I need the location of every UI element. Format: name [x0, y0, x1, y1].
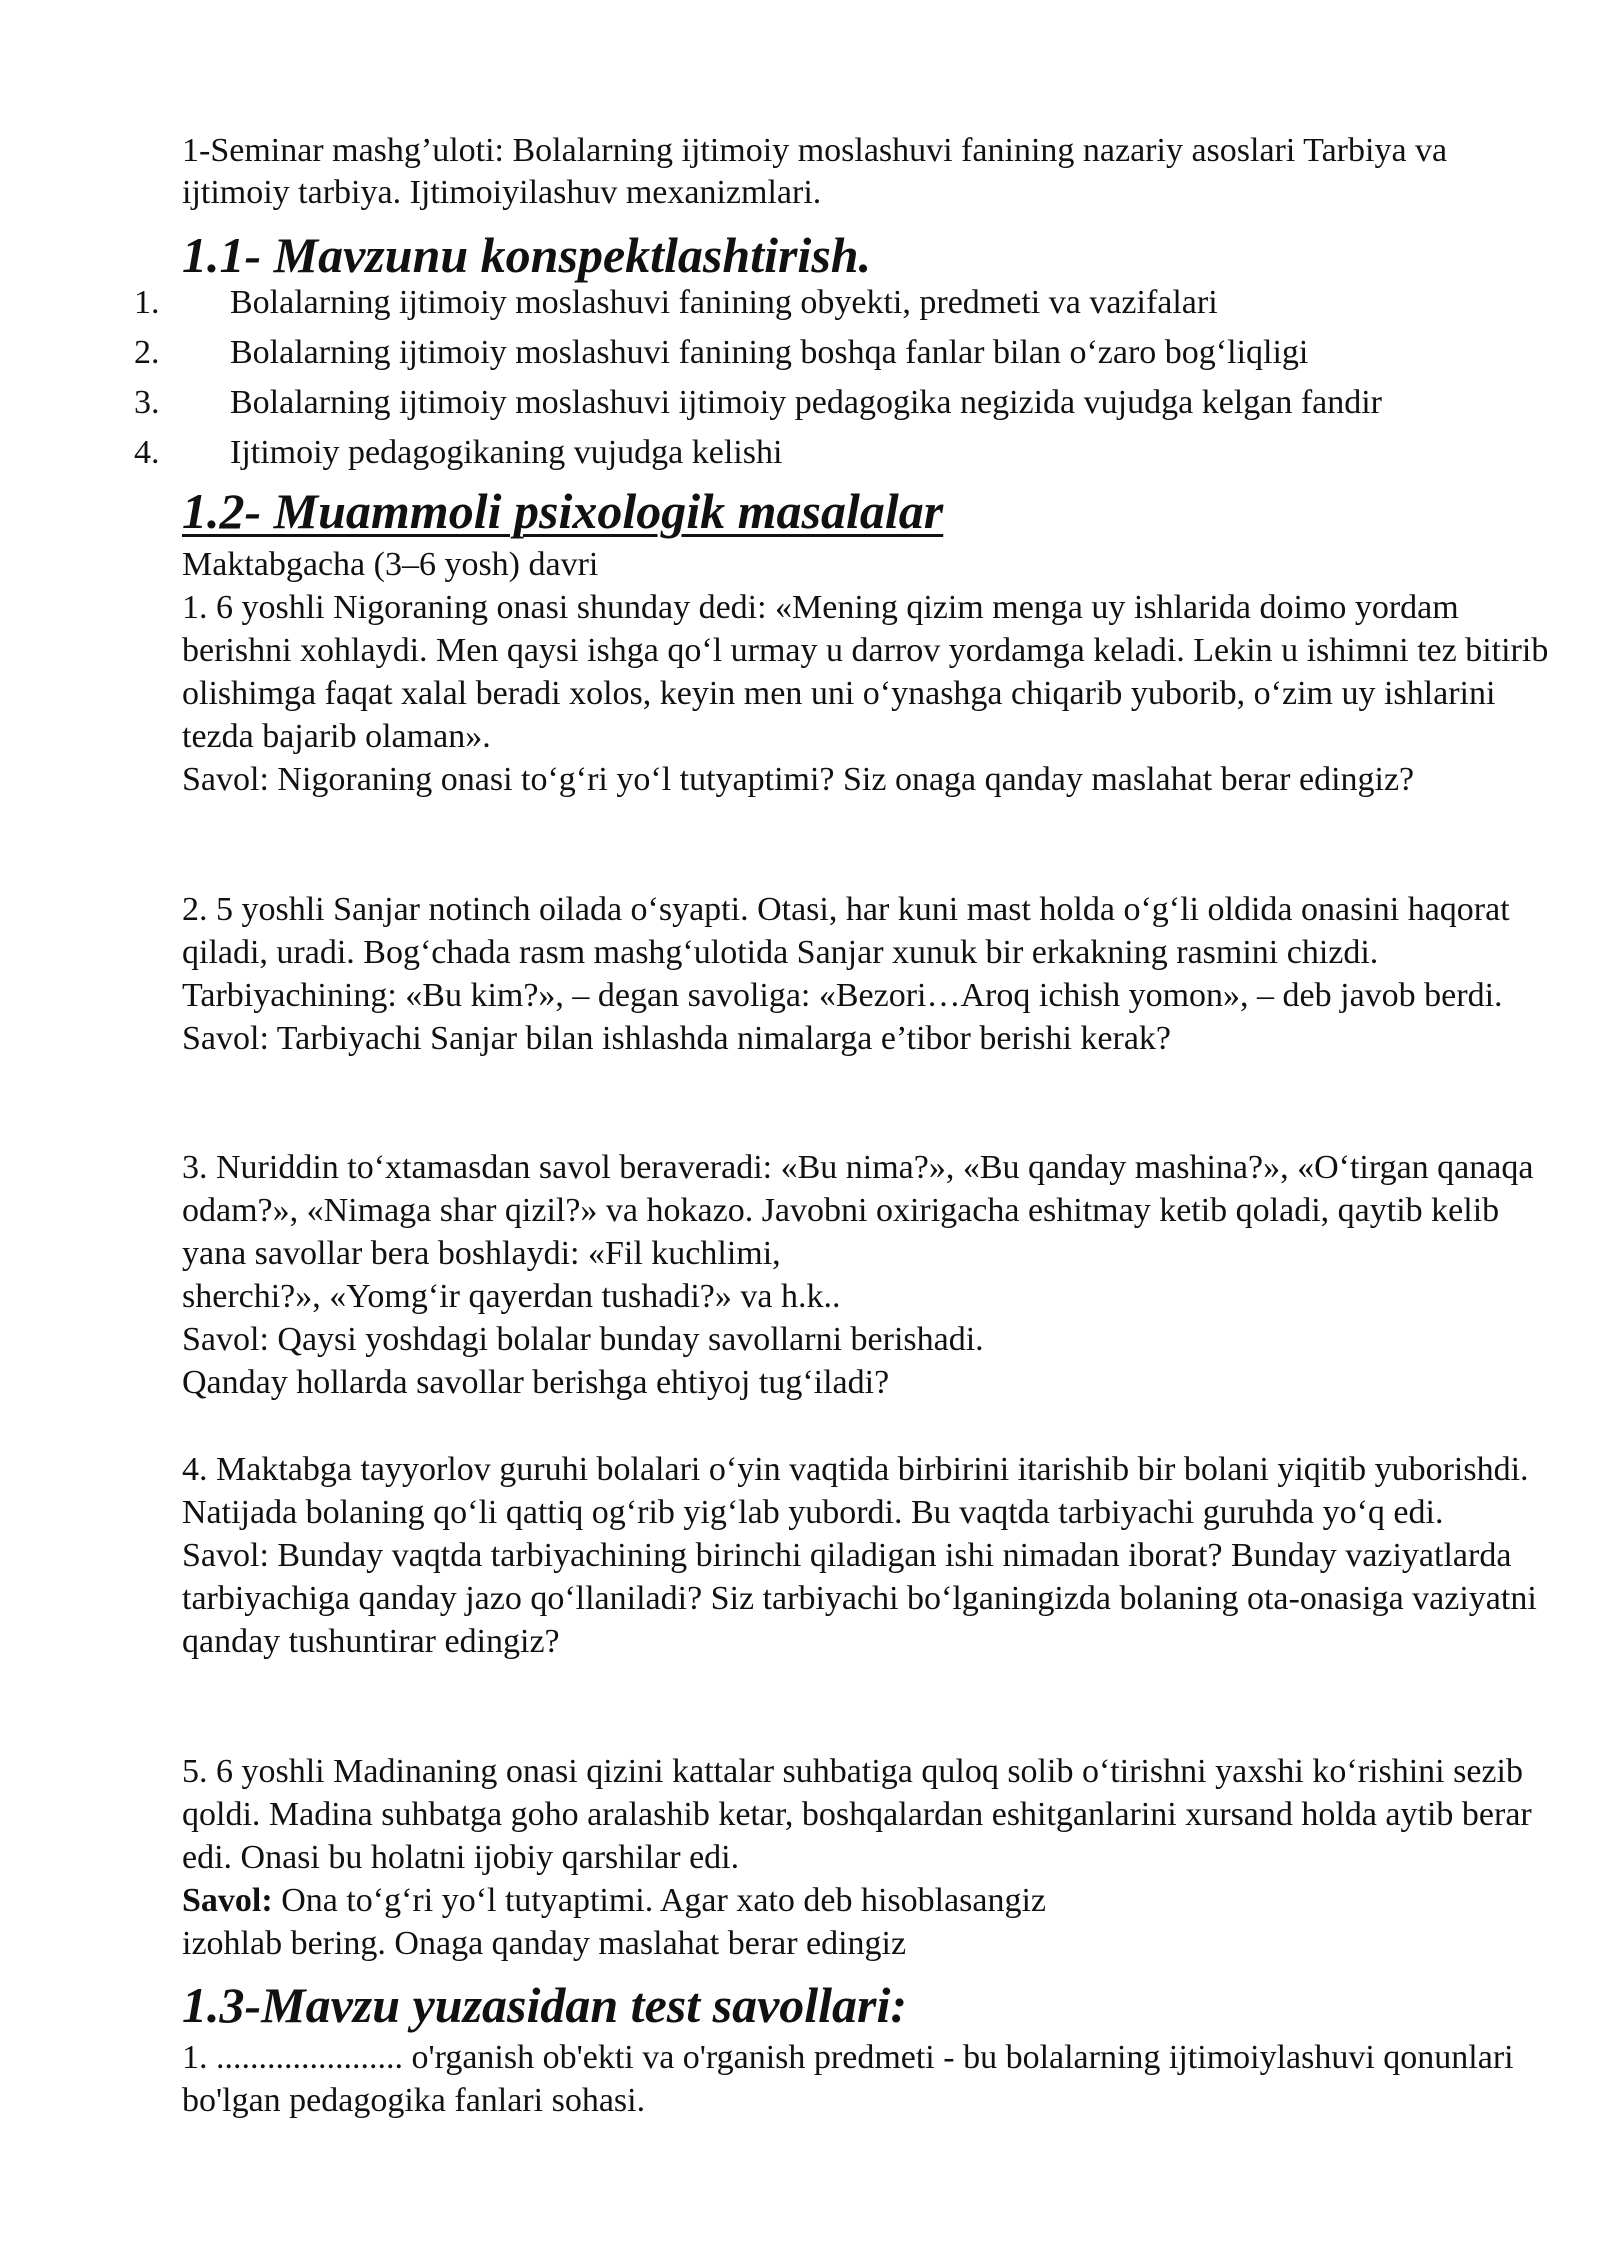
age-period-subheading: Maktabgacha (3–6 yosh) davri: [182, 546, 599, 583]
case-4: [182, 1448, 1562, 1663]
case-question-line: [182, 1879, 1562, 1922]
question-label: Savol:: [182, 1882, 273, 1919]
case-question: Savol: Tarbiyachi Sanjar bilan ishlashda nimalarga e’tibor berishi kerak?: [182, 1020, 1172, 1057]
case-text: 3. Nuriddin to‘xtamasdan savol beraveradi: «Bu nima?», «Bu qanday mashina?», «O‘tirgan qanaqa odam?», «Nimaga shar qizil?» va hokazo. Javobni oxirigacha eshitmay ketib qoladi, qaytib kelib yana savollar bera boshlaydi: «Fil kuchlimi,: [182, 1149, 1534, 1272]
list-item-number: 4.: [134, 434, 160, 471]
case-1: [172, 586, 1572, 801]
case-text: 4. Maktabga tayyorlov guruhi bolalari o‘yin vaqtida birbirini itarishib bir bolani yiqitib yuborishdi. Natijada bolaning qo‘li qattiq og‘rib yig‘lab yubordi. Bu vaqtda tarbiyachi guruhda yo‘q edi.: [182, 1451, 1529, 1531]
case-question: Savol: Qaysi yoshdagi bolalar bunday savollarni berishadi.: [182, 1321, 984, 1358]
list-item-text: Bolalarning ijtimoiy moslashuvi fanining obyekti, predmeti va vazifalari: [230, 284, 1218, 321]
list-item-text: Bolalarning ijtimoiy moslashuvi fanining boshqa fanlar bilan o‘zaro bog‘liqligi: [230, 334, 1309, 371]
list-item: [0, 378, 1600, 428]
list-item-text: Ijtimoiy pedagogikaning vujudga kelishi: [230, 434, 783, 471]
section-heading-1-2: 1.2- Muammoli psixologik masalalar: [182, 483, 944, 539]
list-item: [0, 328, 1600, 378]
case-3: [182, 1146, 1562, 1404]
case-question-continued: Qanday hollarda savollar berishga ehtiyoj tug‘iladi?: [182, 1364, 890, 1401]
case-text-continued: sherchi?», «Yomg‘ir qayerdan tushadi?» va h.k..: [182, 1278, 841, 1315]
test-question-1: 1. ...................... o'rganish ob'ekti va o'rganish predmeti - bu bolalarning ijtimoiylashuvi qonunlari bo'lgan pedagogika fanlari sohasi.: [182, 2039, 1514, 2119]
case-question: Savol: Bunday vaqtda tarbiyachining birinchi qiladigan ishi nimadan iborat? Bunday vaziyatlarda tarbiyachiga qanday jazo qo‘llaniladi? Siz tarbiyachi bo‘lganingizda bolaning ota-onasiga vaziyatni qanday tushuntirar edingiz?: [182, 1537, 1537, 1660]
section-heading-1-3: 1.3-Mavzu yuzasidan test savollari:: [182, 1977, 908, 2033]
case-text: 5. 6 yoshli Madinaning onasi qizini kattalar suhbatiga quloq solib o‘tirishni yaxshi ko‘rishini sezib qoldi. Madina suhbatga goho aralashib ketar, boshqalardan eshitganlarini xursand holda aytib berar edi. Onasi bu holatni ijobiy qarshilar edi.: [182, 1753, 1532, 1876]
list-item-number: 3.: [134, 384, 160, 421]
case-text: 2. 5 yoshli Sanjar notinch oilada o‘syapti. Otasi, har kuni mast holda o‘g‘li oldida onasini haqorat qiladi, uradi. Bog‘chada rasm mashg‘ulotida Sanjar xunuk bir erkakning rasmini chizdi. Tarbiyachining: «Bu kim?», – degan savoliga: «Bezori…Aroq ichish yomon», – deb javob berdi.: [182, 891, 1510, 1014]
topic-list: [0, 278, 1600, 478]
list-item: [0, 428, 1600, 478]
list-item-text: Bolalarning ijtimoiy moslashuvi ijtimoiy pedagogika negizida vujudga kelgan fandir: [230, 384, 1382, 421]
list-item-number: 2.: [134, 334, 160, 371]
case-question-continued: izohlab bering. Onaga qanday maslahat berar edingiz: [182, 1925, 907, 1962]
case-question: Ona to‘g‘ri yo‘l tutyaptimi. Agar xato deb hisoblasangiz: [272, 1882, 1047, 1919]
seminar-title: 1-Seminar mashg’uloti: Bolalarning ijtimoiy moslashuvi fanining nazariy asoslari Tarbiya va ijtimoiy tarbiya. Ijtimoiyilashuv mexanizmlari.: [182, 132, 1448, 211]
list-item: [0, 278, 1600, 328]
case-2: [182, 888, 1562, 1060]
case-question: Savol: Nigoraning onasi to‘g‘ri yo‘l tutyaptimi? Siz onaga qanday maslahat berar edingiz?: [182, 761, 1415, 798]
case-text: 1. 6 yoshli Nigoraning onasi shunday dedi: «Mening qizim menga uy ishlarida doimo yordam berishni xohlaydi. Men qaysi ishga qo‘l urmay u darrov yordamga keladi. Lekin u ishimni tez bitirib olishimga faqat xalal beradi xolos, keyin men uni o‘ynashga chiqarib yuborib, o‘zim uy ishlarini tezda bajarib olaman».: [182, 589, 1549, 755]
case-5: [182, 1750, 1562, 1965]
list-item-number: 1.: [134, 284, 160, 321]
section-heading-1-1: 1.1- Mavzunu konspektlashtirish.: [182, 227, 872, 283]
